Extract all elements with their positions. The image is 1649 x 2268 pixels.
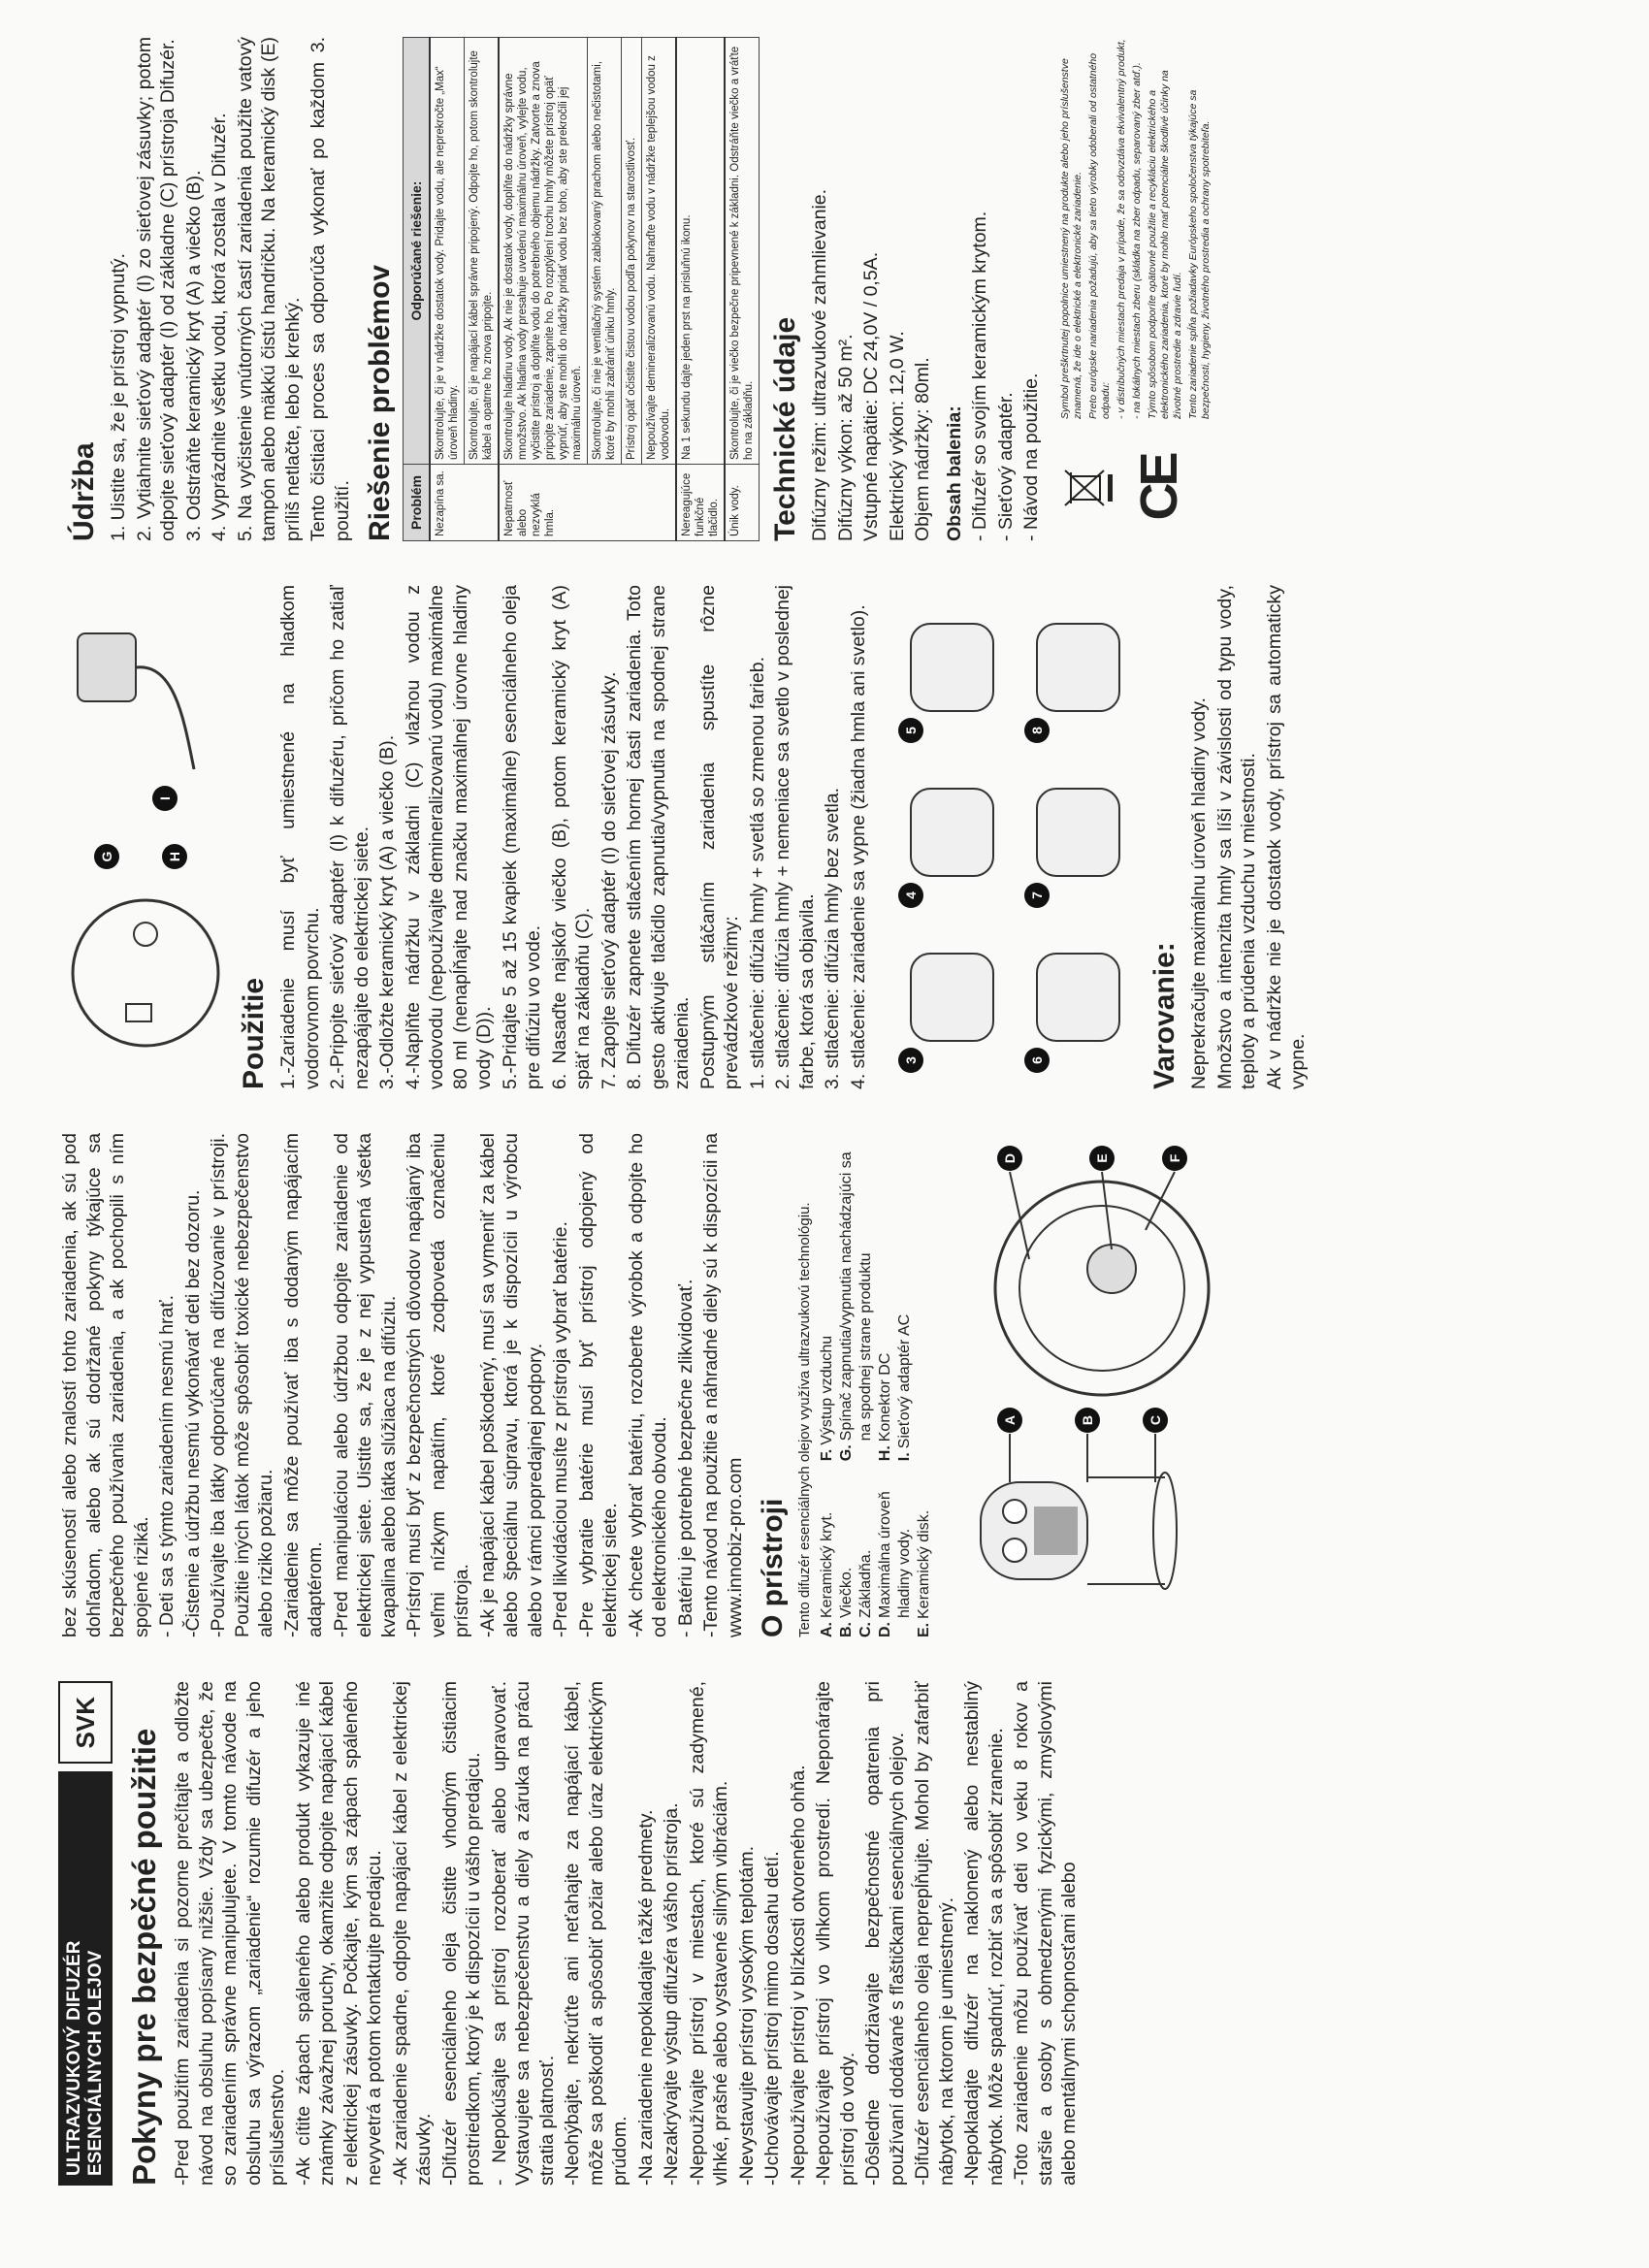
paragraph: -Difuzér esenciálneho oleja čistite vhodným čistiacim prostriedkom, ktorý je k dispozícii u vášho predajcu. — [438, 1681, 484, 2186]
paragraph: -Ak zariadenie spadne, odpojte napájací kábel z elektrickej zásuvky. — [389, 1681, 435, 2186]
paragraph: 8. Difuzér zapnete stlačením hornej časti zariadenia. Toto gesto aktivuje tlačidlo zapnutia/vypnutia na spodnej strane zariadenia. — [624, 585, 693, 1089]
paragraph: Vstupné napätie: DC 24,0V / 0,5A. — [860, 251, 882, 541]
col-problem: Problém — [404, 465, 431, 541]
paragraph: 1. stlačenie: difúzia hmly + svetlá so zmenou farieb. — [746, 656, 768, 1089]
parts-right — [818, 1133, 934, 1461]
column-safety — [58, 1681, 1610, 2186]
paragraph: -Čistenie a údržbu nesmú vykonávať deti bez dozoru. — [181, 1189, 204, 1637]
usage-paragraphs — [276, 585, 870, 1089]
part-text: Konektor DC — [877, 1352, 893, 1442]
table-row — [430, 38, 465, 541]
safety-paragraphs — [171, 1681, 1082, 2186]
part-item — [818, 1133, 837, 1461]
paragraph: 1.-Zariadenie musí byť umiestnené na hladkom vodorovnom povrchu. — [277, 585, 323, 1089]
paragraph: - Batériu je potrebné bezpečne zlikvidovať. — [674, 1279, 696, 1637]
package-title: Obsah balenia: — [943, 405, 965, 541]
table-row — [499, 38, 588, 541]
paragraph: Neprekračujte maximálnu úroveň hladiny vody. — [1188, 697, 1210, 1089]
part-key: G. — [838, 1444, 855, 1462]
callout-label: F — [1167, 1153, 1182, 1163]
spec-list — [808, 37, 935, 541]
symbols-text — [1059, 37, 1215, 419]
part-key: H. — [877, 1445, 893, 1462]
paragraph: -Nepoužívajte prístroj v miestach, ktoré sú zadymené, vlhké, prašné alebo vystavené silným vibráciám. — [686, 1681, 731, 2186]
step-illustration — [1037, 624, 1119, 711]
part-key: F. — [819, 1448, 835, 1462]
step-illustration — [911, 624, 993, 711]
column-maintenance — [58, 37, 1610, 541]
troubleshooting-title: Riešenie problémov — [364, 264, 396, 541]
part-key: C. — [857, 1622, 874, 1637]
part-item — [895, 1133, 915, 1461]
solution-cell: Na 1 sekundu dajte jeden prst na prisluňnú ikonu. — [676, 38, 725, 465]
paragraph: -Toto zariadenie môžu používať deti vo veku 8 rokov a staršie a osoby s obmedzenými fyzickými, zmyslovými alebo mentálnymi schopnosťami alebo — [1011, 1681, 1080, 2186]
paragraph: -Na zariadenie nepokladajte ťažké predmety. — [634, 1809, 657, 2186]
paragraph: 2. stlačenie: difúzia hmly + nemeniace sa svetlo v poslednej farbe, ktorá sa objavila. — [772, 585, 818, 1089]
paragraph: Tento čistiaci proces sa odporúča vykonať po každom 3. použití. — [307, 37, 353, 541]
symbol-note: Týmto spôsobom podporíte opätovné použitie a recykláciu elektrického a elektronického zariadenia, ktoré by mohlo mať potenciálne škodlivé účinky na životné prostredie a zdravie ľudí. — [1146, 70, 1183, 419]
ce-mark: CE — [1129, 455, 1188, 521]
step-device-shape — [911, 624, 993, 711]
part-text: Keramický disk. — [916, 1509, 932, 1619]
step-device-shape — [911, 954, 993, 1041]
part-text: Základňa. — [857, 1549, 874, 1618]
callout-label: D — [1002, 1152, 1018, 1164]
solution-cell: Skontrolujte, či je napájací kábel správne pripojený. Odpojte ho, potom skontrolujte kábel a opatrne ho znova pripojte. — [465, 38, 500, 465]
step-device-shape — [1037, 624, 1119, 711]
part-key: E. — [916, 1622, 932, 1637]
part-text: Sieťový adaptér AC — [896, 1313, 913, 1449]
paragraph: 2.-Pripojte sieťový adaptér (I) k difuzéru, pričom ho zatiaľ nezapájajte do elektrickej siete. — [327, 585, 372, 1089]
bottom-view-diagram — [58, 585, 223, 1089]
symbol-note: Preto európske nariadenia požadujú, aby sa tieto výrobky odoberali od ostatného odpadu: — [1086, 52, 1112, 419]
paragraph: 4. Vyprázdnite všetku vodu, ktorá zostala v Difuzér. — [209, 113, 230, 541]
callout-markers — [997, 1146, 1187, 1433]
warning-paragraphs — [1187, 585, 1310, 1089]
paragraph: -Uchovávajte prístroj mimo dosahu detí. — [761, 1851, 783, 2186]
paragraph: 6. Nasaďte najskôr viečko (B), potom keramický kryt (A) späť na základňu (C). — [548, 585, 594, 1089]
part-item — [876, 1133, 895, 1461]
maintenance-title: Údržba — [68, 442, 100, 541]
step-illustration — [1037, 954, 1119, 1041]
weee-bin-icon — [1059, 467, 1114, 509]
warning-title: Varovanie: — [1148, 942, 1180, 1089]
usage-title: Použitie — [238, 977, 270, 1089]
owl-diffuser-illustration — [981, 1473, 1177, 1589]
step-illustration — [911, 954, 993, 1041]
paragraph: -Dôsledne dodržiavajte bezpečnostné opatrenia pri používaní dodávané s fľaštičkami esenciálnych olejov. — [862, 1681, 908, 2186]
paragraph: - Nepokúšajte sa prístroj rozoberať alebo upravovať. Vystavujete sa nebezpečenstvu a diely a záruka na prácu stratia platnosť. — [488, 1681, 558, 2186]
troubleshooting-table — [403, 37, 760, 541]
step-device-shape — [1037, 789, 1119, 876]
callout-label: I — [157, 796, 173, 800]
problem-cell: Únik vody. — [725, 465, 760, 541]
paragraph: Objem nádržky: 80ml. — [912, 357, 933, 541]
troubleshooting-rows — [430, 38, 760, 541]
paragraph: -Nevystavujte prístroj vysokým teplotám. — [735, 1845, 758, 2186]
symbols-section — [1059, 37, 1215, 541]
paragraph: 3. stlačenie: difúzia hmly bez svetla. — [822, 787, 843, 1089]
paragraph: 4. stlačenie: zariadenie sa vypne (žiadna hmla ani svetlo). — [847, 604, 869, 1089]
problem-cell: Nereagujúce funkčné tlačidlo. — [676, 465, 725, 541]
paragraph: Elektrický výkon: 12,0 W. — [886, 331, 908, 541]
paragraph: -Ak cítite zápach spáleného alebo produkt vykazuje iné známky závažnej poruchy, okamžite odpojte napájací kábel z elektrickej zásuvky. Počkajte, kým sa zápach spáleného nevyvetrá a potom kontaktujte predajcu. — [292, 1681, 385, 2186]
paragraph: - Deti sa s týmto zariadením nesmú hrať. — [156, 1294, 178, 1637]
callout-label: A — [1002, 1414, 1018, 1426]
paragraph: Difúzny výkon: až 50 m². — [834, 334, 857, 541]
callout-label: G — [99, 851, 114, 862]
paragraph: -Pre vybratie batérie musí byť prístroj odpojený od elektrickej siete. — [575, 1133, 621, 1637]
table-row — [725, 38, 760, 541]
paragraph: -Pred manipuláciou alebo údržbou odpojte zariadenie od elektrickej siete. Uistite sa, že je z nej vypustená všetka kvapalina alebo látka slúžiaca na difúziu. — [330, 1133, 400, 1637]
paragraph: -Ak chcete vybrať batériu, rozoberte výrobok a odpojte ho od elektronického obvodu. — [625, 1133, 670, 1637]
safety-title: Pokyny pre bezpečné použitie — [126, 1728, 162, 2186]
solution-cell: Skontrolujte, či nie je ventilačný systém zablokovaný prachom alebo nečistotami, ktoré by mohli zabrániť úniku hmly. — [588, 38, 622, 465]
solution-cell: Skontrolujte, či je viečko bezpečne pripevnené k základni. Odstráňte viečko a vráťte ho na základňu. — [725, 38, 760, 465]
part-item — [818, 1480, 837, 1637]
specs-title: Technické údaje — [769, 316, 801, 541]
about-title: O prístroji — [757, 1498, 789, 1637]
paragraph: -Pred likvidáciou musíte z prístroja vybrať batérie. — [550, 1221, 571, 1637]
callout-label: 6 — [1029, 1056, 1045, 1064]
paragraph: Postupným stláčaním zariadenia spustíte rôzne prevádzkové režimy: — [696, 585, 742, 1089]
callout-lines — [1010, 1172, 1175, 1482]
symbol-note: Symbol preškrtnutej popolnice umiestnený na produkte alebo jeho príslušenstve znamená, že ide o elektrické a elektronické zariadenie. — [1058, 58, 1083, 419]
parts-left — [818, 1480, 934, 1637]
paragraph: -Difuzér esenciálneho oleja neprepĺňujte. Mohol by zafarbiť nábytok, na ktorom je umiestnený. — [912, 1681, 957, 2186]
callout-label: 4 — [903, 891, 919, 899]
safety-continued — [58, 1133, 747, 1637]
part-text: Keramický kryt. — [819, 1511, 835, 1618]
callout-label: 8 — [1029, 727, 1045, 734]
switch-icon — [126, 1004, 151, 1021]
paragraph: -Nezakrývajte výstup difuzéra vášho prístroja. — [661, 1802, 682, 2186]
step-illustration — [911, 789, 993, 876]
step-device-shape — [911, 789, 993, 876]
part-key: B. — [838, 1622, 855, 1637]
solution-cell: Skontrolujte, či je v nádržke dostatok vody. Pridajte vodu, ale neprekročte „Max“ úroveň hladiny. — [430, 38, 465, 465]
paragraph: -Nepoužívajte prístroj vo vlhkom prostredí. Neponárajte prístroj do vody. — [813, 1681, 858, 2186]
callout-label: H — [167, 851, 182, 862]
paragraph: -Zariadenie sa môže používať iba s dodaným napájacím adaptérom. — [280, 1133, 326, 1637]
part-text: Výstup vzduchu — [819, 1335, 835, 1445]
symbol-note: Tento zariadenie spĺňa požiadavky Európskeho spoločenstva týkajúce sa bezpečnosti, hygieny, životného prostredia a ochrany spotrebiteľa. — [1186, 89, 1212, 419]
part-item — [837, 1480, 857, 1637]
callout-label: B — [1080, 1414, 1095, 1426]
paragraph: Množstvo a intenzita hmly sa líši v závislosti od typu vody, teploty a prúdenia vzduchu v miestnosti. — [1213, 585, 1259, 1089]
column-safety-about — [58, 1133, 1610, 1637]
paragraph: 5. Na vyčistenie vnútorných častí zariadenia použite vatový tampón alebo mäkkú čistú handričku. Na keramický disk (E) príliš netlačte, lebo je krehký. — [234, 37, 304, 541]
col-solution: Odporúčané riešenie: — [404, 38, 431, 465]
paragraph: -Neohýbajte, nekrúťte ani neťahajte za napájací kábel, môže sa poškodiť a spôsobiť požiar alebo úraz elektrickým prúdom. — [562, 1681, 630, 2186]
maintenance-list — [107, 37, 354, 541]
paragraph: bez skúseností alebo znalostí tohto zariadenia, ak sú pod dohľadom, alebo ak sú dodržané pokyny týkajúce sa bezpečného používania zariadenia, a ak pochopili s ním spojené riziká. — [59, 1133, 152, 1637]
symbol-note: - v distribučných miestach predaja v prípade, že sa odovzdáva ekvivalentný produkt, — [1115, 39, 1127, 419]
callout-label: C — [1148, 1414, 1163, 1426]
callout-label: E — [1094, 1153, 1110, 1163]
part-key: D. — [877, 1622, 893, 1637]
paragraph: -Nepokladajte difuzér na naklonený alebo nestabilný nábytok. Môže spadnúť, rozbiť sa a spôsobiť zranenie. — [961, 1681, 1007, 2186]
problem-cell: Nezapína sa. — [430, 465, 499, 541]
part-item — [915, 1480, 934, 1637]
paragraph: -Ak je napájací kábel poškodený, musí sa vymeniť za kábel alebo špeciálnu súpravu, ktorá je k dispozícii u výrobcu alebo v rámci popredajnej podpory. — [476, 1133, 546, 1637]
paragraph: -Prístroj musí byť z bezpečnostných dôvodov napájaný iba veľmi nízkym napätím, ktoré zodpovedá označeniu prístroja. — [404, 1133, 472, 1637]
paragraph: 4.-Naplňte nádržku v základni (C) vlažnou vodou z vodovodu (nepoužívajte demineralizovanú vodu) maximálne 80 ml (nenapĺňajte nad značku maximálnej úrovne hladiny vody (D)). — [402, 585, 495, 1089]
product-diagram — [942, 1133, 1233, 1637]
part-text: Spínač zapnutia/vypnutia nachádzajúci sa na spodnej strane produktu — [838, 1151, 874, 1442]
paragraph: -Pred použitím zariadenia si pozorne prečítajte a odložte návod na obsluhu popísaný nižšie. Vždy sa ubezpečte, že so zariadením správne manipulujete. V tomto návode na obsluhu sa výrazom „zariadenie“ rozumie difuzér a jeho príslušenstvo. — [172, 1681, 288, 2186]
about-intro: Tento difuzér esenciálnych olejov využíva ultrazvukovú technológiu. — [796, 1202, 813, 1637]
power-adapter-icon — [78, 633, 194, 769]
solution-cell: Nepoužívajte demineralizovanú vodu. Nahraďte vodu v nádržke teplejšou vodou z vodovodu. — [642, 38, 677, 465]
callout-label: 7 — [1029, 891, 1045, 899]
paragraph: -Tento návod na použitie a náhradné diely sú k dispozícii na www.innobiz-pro.com — [700, 1133, 746, 1637]
paragraph: 2. Vytiahnite sieťový adaptér (I) zo sieťovej zásuvky; potom odpojte sieťový adaptér (I) od základne (C) prístroja Difuzér. — [133, 37, 178, 541]
paragraph: -Nepoužívajte prístroj v blízkosti otvoreného ohňa. — [787, 1765, 809, 2186]
callout-markers-2 — [94, 786, 187, 869]
paragraph: 5.-Pridajte 5 až 15 kvapiek (maximálne) esenciálneho oleja pre difúziu vo vode. — [499, 585, 544, 1089]
parts-list — [818, 1133, 934, 1637]
step-device-shape — [1037, 954, 1119, 1041]
step-illustrations — [898, 624, 1119, 1073]
paragraph: -Používajte iba látky odporúčané na difúzovanie v prístroji. Použitie iných látok môže spôsobiť toxické nebezpečenstvo alebo riziko požiaru. — [208, 1133, 276, 1637]
part-text: Maximálna úroveň hladiny vody. — [877, 1491, 913, 1618]
table-row — [676, 38, 725, 541]
paragraph: Difúzny režim: ultrazvukové zahmlievanie. — [809, 188, 830, 541]
paragraph: Ak v nádržke nie je dostatok vody, prístroj sa automaticky vypne. — [1263, 585, 1309, 1089]
paragraph: 3. Odstráňte keramický kryt (A) a viečko (B). — [182, 170, 205, 541]
product-title: ULTRAZVUKOVÝ DIFUZÉR ESENCIÁLNYCH OLEJOV — [58, 1771, 113, 2186]
symbol-note: - na lokálnych miestach zberu (skládka na zber odpadu, separovaný zber atď.). — [1130, 62, 1143, 419]
paragraph: 3.-Odložte keramický kryt (A) a viečko (B). — [376, 734, 398, 1089]
base-top-view — [995, 1182, 1209, 1395]
dc-connector-icon — [134, 923, 157, 946]
header-bar — [58, 1681, 113, 2186]
callout-label: 5 — [903, 727, 919, 734]
part-text: Viečko. — [838, 1567, 855, 1618]
symbol-icons — [1059, 435, 1189, 541]
language-code: SVK — [58, 1681, 113, 1764]
package-list — [968, 37, 1044, 541]
part-item — [857, 1480, 876, 1637]
part-item — [876, 1480, 915, 1637]
column-usage — [58, 585, 1610, 1089]
step-illustration — [1037, 789, 1119, 876]
part-key: A. — [819, 1622, 835, 1637]
paragraph: - Difuzér so svojím keramickým krytom. — [969, 211, 990, 541]
callout-label: 3 — [903, 1056, 919, 1064]
part-key: I. — [896, 1452, 913, 1462]
paragraph: - Návod na použitie. — [1020, 373, 1042, 541]
paragraph: 1. Uistite sa, že je prístroj vypnutý. — [108, 253, 129, 541]
solution-cell: Skontrolujte hladinu vody. Ak nie je dostatok vody, doplňte do nádržky správne množstvo. Ak hladina vody presahuje uvedenú maximálnu úroveň, vylejte vodu, vyčistite prístroj a doplňte vodu do potrebného objemu nádržky. Zatvorte a znova pripojte zariadenie, zapnite ho. Po rozptýlení trochu hmly môžete prístroj opäť vypnúť, aby ste mohli do nádržky pridať vodu bez toho, aby ste prekročili jej maximálnu úroveň. — [499, 38, 588, 465]
part-item — [837, 1133, 876, 1461]
solution-cell: Prístroj opäť očistite čistou vodou podľa pokynov na starostlivosť. — [622, 38, 642, 465]
paragraph: 7. Zapojte sieťový adaptér (I) do sieťovej zásuvky. — [598, 671, 620, 1089]
steps-diagram — [872, 585, 1134, 1089]
problem-cell: Nepatrnosť alebo nezvyklá hmla. — [499, 465, 676, 541]
paragraph: - Sieťový adaptér. — [994, 392, 1017, 541]
